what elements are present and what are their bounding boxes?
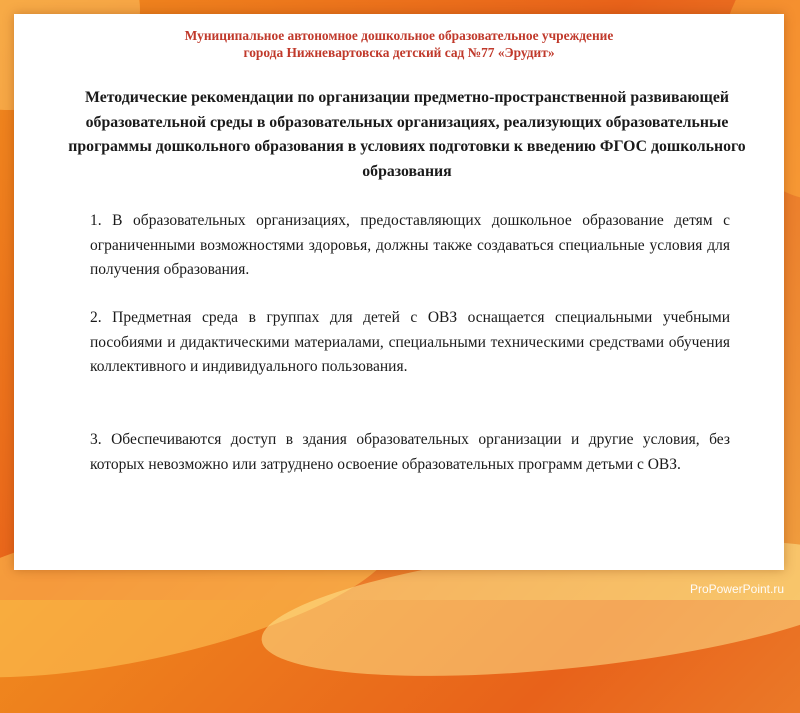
slide-title: Методические рекомендации по организации предметно-пространственной развивающей образовательной среды в образовательных организациях, реализующих образовательные программы дошкольного образования в условиях подготовки к введению ФГОС дошкольного образования xyxy=(68,89,746,180)
paragraph-1: 1. В образовательных организациях, предоставляющих дошкольное образование детям с ограниченными возможностями здоровья, должны также создаваться специальные условия для получения образования. xyxy=(90,212,730,278)
paragraph-2: 2. Предметная среда в группах для детей с ОВЗ оснащается специальными учебными пособиями и дидактическими материалами, специальными техническими средствами обучения коллективного и индивидуального пользования. xyxy=(90,309,730,375)
watermark-text: ProPowerPoint.ru xyxy=(689,582,784,596)
organization-line-2: города Нижневартовска детский сад №77 «Эрудит» xyxy=(243,45,555,60)
paragraph-3: 3. Обеспечиваются доступ в здания образовательных организации и другие условия, без которых невозможно или затруднено освоение образовательных программ детьми с ОВЗ. xyxy=(90,431,730,473)
organization-header xyxy=(14,27,784,61)
organization-line-1: Муниципальное автономное дошкольное образовательное учреждение xyxy=(184,28,614,43)
slide-content-card xyxy=(14,14,784,570)
